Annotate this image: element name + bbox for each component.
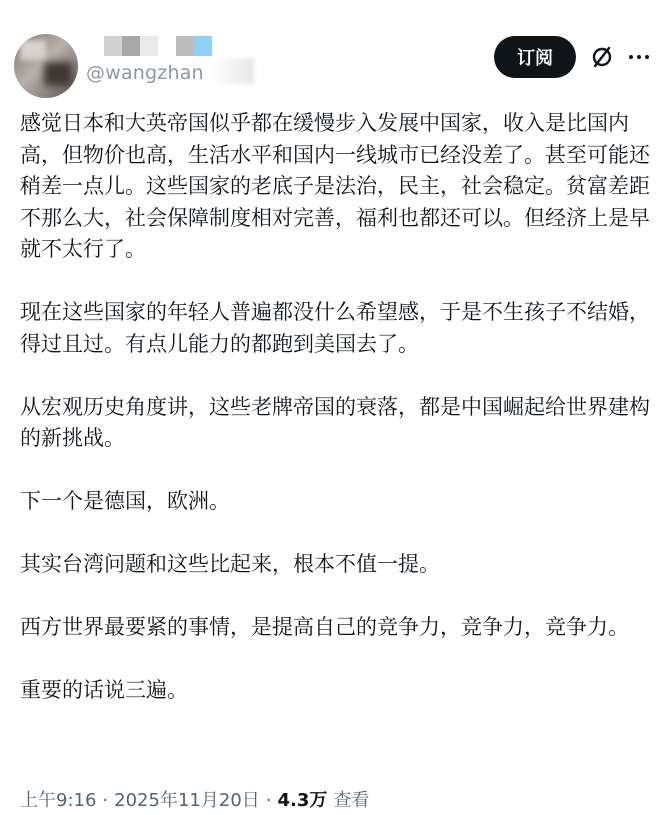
name-pixel-block (86, 36, 104, 56)
post-paragraph: 其实台湾问题和这些比起来，根本不值一提。 (20, 552, 440, 576)
views-label: 查看 (333, 790, 370, 811)
more-horizontal-icon[interactable] (625, 44, 653, 70)
avatar[interactable] (14, 34, 78, 98)
post-timestamp[interactable]: 上午9:16 (20, 790, 97, 811)
display-name-obscured[interactable] (86, 36, 212, 56)
subscribe-button[interactable]: 订阅 (494, 36, 576, 78)
post-meta (20, 786, 369, 812)
handle-obscured-mask (210, 58, 254, 84)
views-count: 4.3万 (277, 790, 328, 811)
author-handle[interactable]: @wangzhan (86, 62, 204, 84)
post-paragraph: 现在这些国家的年轻人普遍都没什么希望感，于是不生孩子不结婚，得过且过。有点儿能力的都跑到美国去了。 (20, 300, 650, 356)
avatar-blur-patch (44, 62, 72, 86)
post-paragraph: 从宏观历史角度讲，这些老牌帝国的衰落，都是中国崛起给世界建构的新挑战。 (20, 394, 650, 450)
dot (645, 55, 649, 59)
meta-separator: · (265, 790, 272, 811)
post-body (20, 108, 660, 738)
post-paragraph: 感觉日本和大英帝国似乎都在缓慢步入发展中国家，收入是比国内高，但物价也高，生活水平和国内一线城市已经没差了。甚至可能还稍差一点儿。这些国家的老底子是法治，民主，社会稳定。贫富差距不那么大，社会保障制度相对完善，福利也都还可以。但经济上是早就不太行了。 (20, 111, 650, 261)
meta-separator: · (102, 790, 109, 811)
name-pixel-block (158, 36, 176, 56)
name-pixel-block (194, 36, 212, 56)
post-paragraph: 西方世界最要紧的事情，是提高自己的竞争力，竞争力，竞争力。 (20, 615, 629, 639)
avatar-blur-patch (20, 40, 46, 60)
post-paragraph: 重要的话说三遍。 (20, 678, 188, 702)
post-date[interactable]: 2025年11月20日 (114, 790, 260, 811)
name-pixel-block (176, 36, 194, 56)
post-header (0, 0, 671, 100)
name-pixel-block (104, 36, 122, 56)
slashed-circle-icon[interactable] (589, 44, 615, 70)
name-pixel-block (122, 36, 140, 56)
name-pixel-block (140, 36, 158, 56)
dot (629, 55, 633, 59)
dot (637, 55, 641, 59)
post-paragraph: 下一个是德国，欧洲。 (20, 489, 230, 513)
